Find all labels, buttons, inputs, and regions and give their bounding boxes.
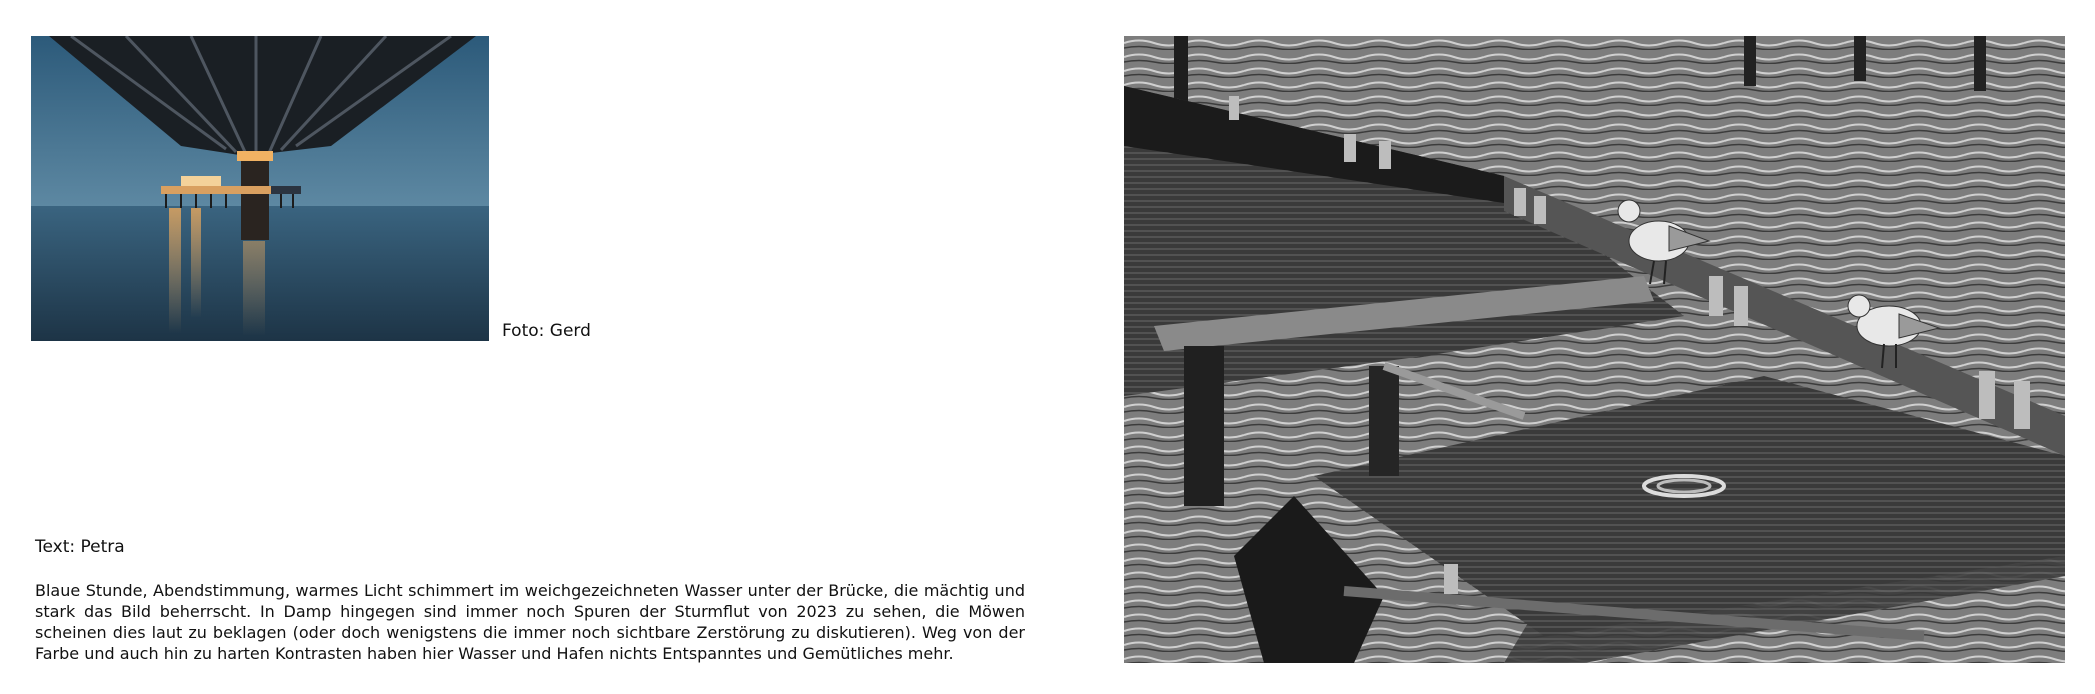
article-body: Blaue Stunde, Abendstimmung, warmes Licht schimmert im weichgezeichneten Wasser unter der Brücke, die mächtig und stark das Bild beherrscht. In Damp hingegen sind immer noch Spuren der Sturmflut von 2023 zu sehen, die Möwen scheinen dies laut zu beklagen (oder doch wenigstens die immer noch sichtbare Zerstörung zu diskutieren). Weg von der Farbe und auch hin zu harten Kontrasten haben hier Wasser und Hafen nichts Entspanntes und Gemütliches mehr. xyxy=(35,581,1025,663)
text-author: Text: Petra xyxy=(35,537,125,557)
photo-credit: Foto: Gerd xyxy=(502,321,591,341)
pier-photo xyxy=(31,36,489,341)
harbor-photo xyxy=(1124,36,2065,663)
